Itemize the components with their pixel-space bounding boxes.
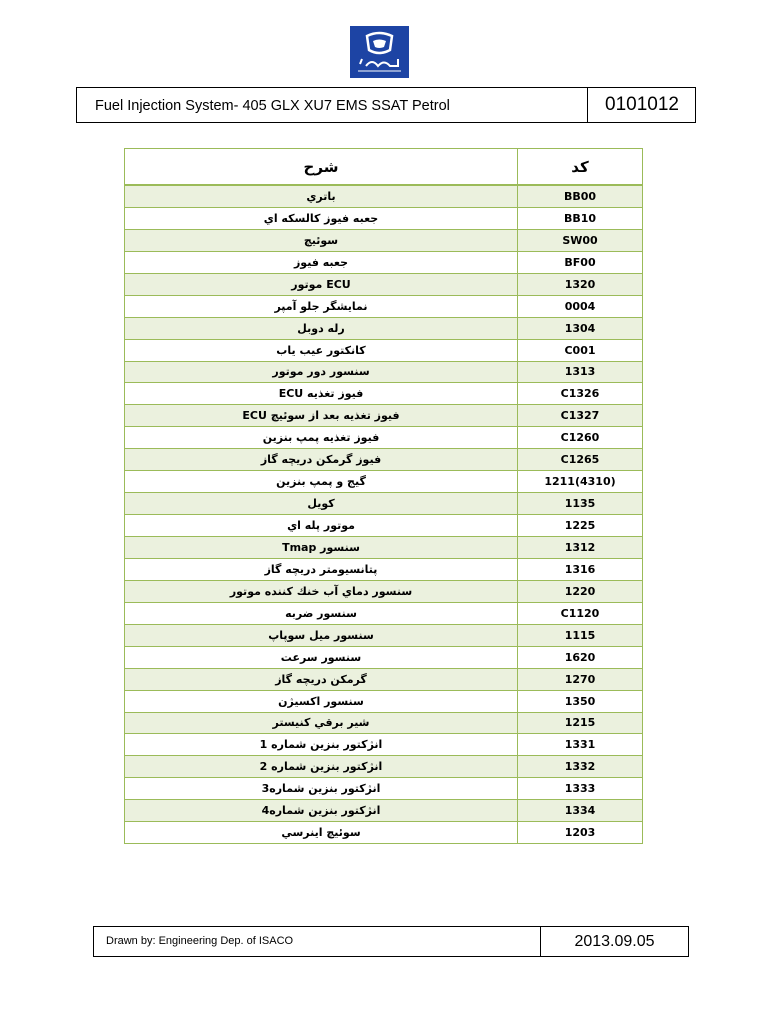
row-description: انژكتور بنزين شماره 2 [125, 756, 518, 778]
table-row [125, 580, 643, 602]
row-description: باتري [125, 185, 518, 207]
row-code: 1333 [518, 778, 643, 800]
row-code: 1312 [518, 537, 643, 559]
table-body [125, 185, 643, 844]
row-code: 1215 [518, 712, 643, 734]
row-code: 1135 [518, 493, 643, 515]
row-description: كويل [125, 493, 518, 515]
table-row [125, 207, 643, 229]
row-code: 1220 [518, 580, 643, 602]
table-row [125, 493, 643, 515]
table-row [125, 537, 643, 559]
row-description: جعبه فيوز كالسكه اي [125, 207, 518, 229]
row-description: سنسور دماي آب خنك كننده موتور [125, 580, 518, 602]
row-description: سنسور اكسيژن [125, 690, 518, 712]
table-row [125, 822, 643, 844]
row-code: C1265 [518, 449, 643, 471]
table-row [125, 778, 643, 800]
table-row [125, 471, 643, 493]
row-code: 1332 [518, 756, 643, 778]
document-title: Fuel Injection System- 405 GLX XU7 EMS SSAT Petrol [95, 98, 450, 114]
document-header [76, 87, 696, 123]
table-row [125, 690, 643, 712]
table-row [125, 800, 643, 822]
row-description: سنسور Tmap [125, 537, 518, 559]
row-description: انژكتور بنزين شماره 1 [125, 734, 518, 756]
row-code: C001 [518, 339, 643, 361]
row-code: 1620 [518, 646, 643, 668]
row-code: C1260 [518, 427, 643, 449]
table-row [125, 185, 643, 207]
table-row [125, 339, 643, 361]
row-description: سنسور سرعت [125, 646, 518, 668]
row-description: فيوز تغذيه بعد از سوئيچ ECU [125, 405, 518, 427]
drawn-by-label: Drawn by: Engineering Dep. of ISACO [106, 935, 294, 947]
row-description: سنسور ضربه [125, 602, 518, 624]
table-row [125, 624, 643, 646]
header-description: شرح [125, 149, 518, 186]
table-row [125, 558, 643, 580]
row-description: ECU موتور [125, 273, 518, 295]
row-code: C1327 [518, 405, 643, 427]
row-description: سوئيچ [125, 229, 518, 251]
row-code: 1225 [518, 515, 643, 537]
row-code: 1304 [518, 317, 643, 339]
table-row [125, 646, 643, 668]
document-footer [93, 926, 689, 957]
row-description: فيوز تغذيه ECU [125, 383, 518, 405]
row-description: انژكتور بنزين شماره4 [125, 800, 518, 822]
component-code-table [124, 148, 643, 844]
header-code: کد [518, 149, 643, 186]
row-code: 1316 [518, 558, 643, 580]
table-header-row [125, 149, 643, 186]
table-row [125, 361, 643, 383]
row-code: C1326 [518, 383, 643, 405]
row-description: نمايشگر جلو آمپر [125, 295, 518, 317]
table-row [125, 427, 643, 449]
row-description: گيج و پمپ بنزين [125, 471, 518, 493]
table-row [125, 405, 643, 427]
table-row [125, 295, 643, 317]
row-code: C1120 [518, 602, 643, 624]
table-row [125, 734, 643, 756]
row-code: BB00 [518, 185, 643, 207]
row-code: 1334 [518, 800, 643, 822]
row-description: فيوز گرمكن دريچه گاز [125, 449, 518, 471]
row-description: موتور پله اي [125, 515, 518, 537]
row-description: كانكتور عيب ياب [125, 339, 518, 361]
row-description: پتانسيومتر دريچه گاز [125, 558, 518, 580]
row-code: 1270 [518, 668, 643, 690]
table-row [125, 251, 643, 273]
table-row [125, 756, 643, 778]
row-code: SW00 [518, 229, 643, 251]
table-row [125, 712, 643, 734]
row-description: سنسور دور موتور [125, 361, 518, 383]
row-description: سوئيچ اينرسي [125, 822, 518, 844]
row-code: 0004 [518, 295, 643, 317]
row-description: شير برقي كنيستر [125, 712, 518, 734]
row-code: BF00 [518, 251, 643, 273]
isaco-logo [350, 26, 409, 78]
isaco-logo-icon [350, 26, 409, 78]
table-row [125, 449, 643, 471]
document-date: 2013.09.05 [574, 932, 655, 950]
row-description: رله دوبل [125, 317, 518, 339]
row-description: جعبه فيوز [125, 251, 518, 273]
table-row [125, 317, 643, 339]
table-row [125, 383, 643, 405]
table-row [125, 515, 643, 537]
row-code: 1350 [518, 690, 643, 712]
row-description: انژكتور بنزين شماره3 [125, 778, 518, 800]
row-description: گرمكن دريچه گاز [125, 668, 518, 690]
row-description: فيوز تغذيه پمپ بنزين [125, 427, 518, 449]
row-code: 1313 [518, 361, 643, 383]
table-row [125, 602, 643, 624]
document-code: 0101012 [605, 94, 679, 115]
row-code: BB10 [518, 207, 643, 229]
row-code: 1331 [518, 734, 643, 756]
row-code: 1211(4310) [518, 471, 643, 493]
row-description: سنسور ميل سوپاپ [125, 624, 518, 646]
table-row [125, 668, 643, 690]
row-code: 1203 [518, 822, 643, 844]
row-code: 1115 [518, 624, 643, 646]
table-row [125, 229, 643, 251]
table-row [125, 273, 643, 295]
row-code: 1320 [518, 273, 643, 295]
